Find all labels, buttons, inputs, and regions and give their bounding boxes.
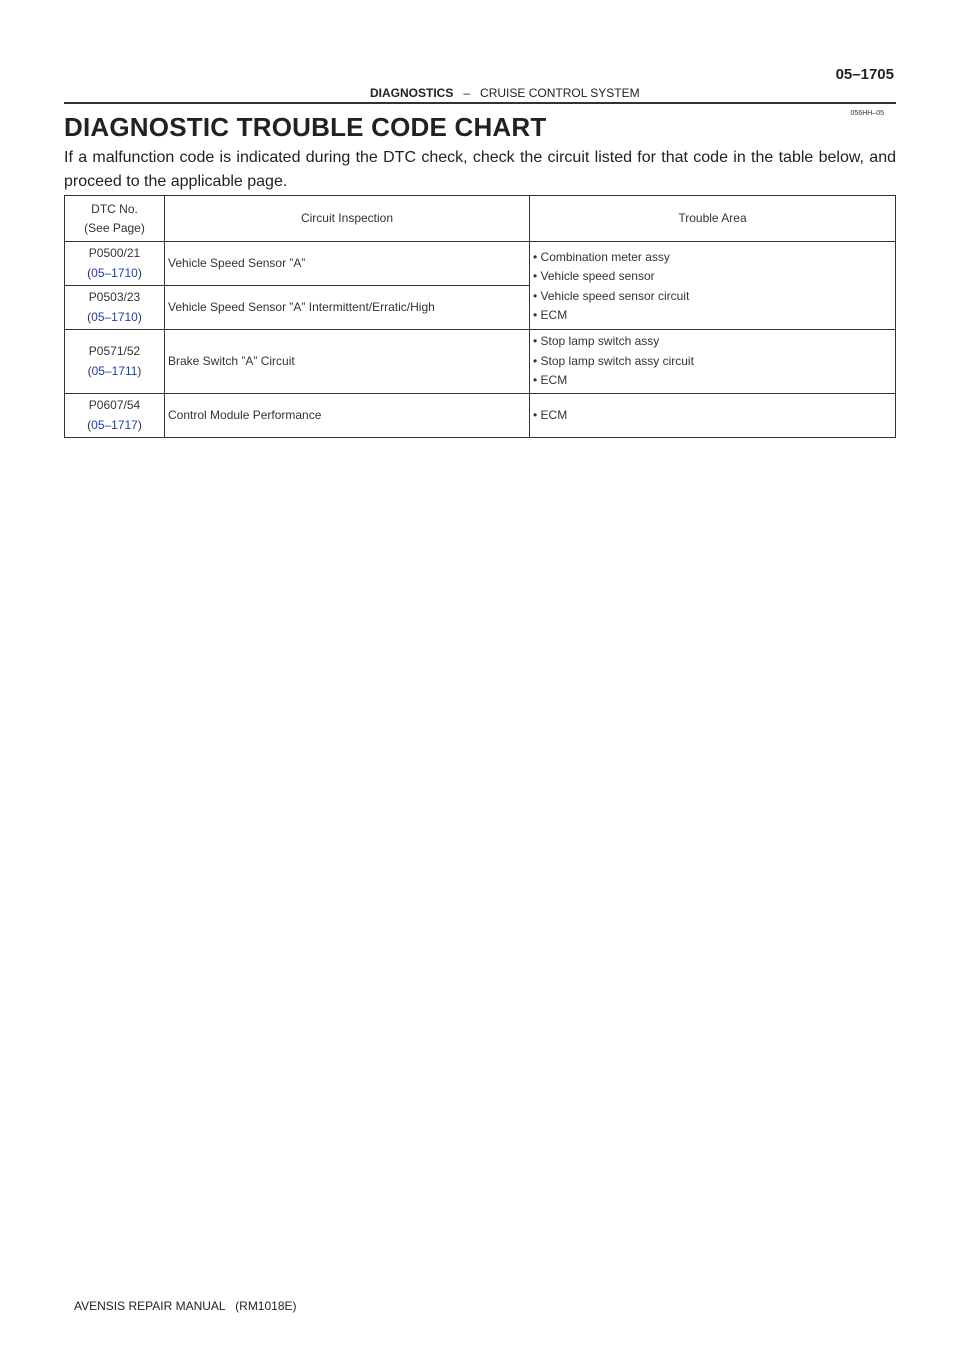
dtc-page-ref: (05–1717) [87, 417, 142, 432]
dtc-cell [65, 286, 165, 330]
header-dtc [65, 196, 165, 242]
table-row [65, 394, 896, 438]
page-link[interactable]: 05–1710 [91, 309, 138, 324]
dtc-code: P0571/52 [88, 344, 141, 358]
running-header [370, 86, 640, 100]
table-row [65, 242, 896, 286]
dtc-table [64, 195, 896, 438]
dtc-code: P0500/21 [88, 246, 141, 260]
trouble-area-cell [530, 394, 896, 438]
dtc-code: P0503/23 [88, 290, 141, 304]
trouble-item: • Stop lamp switch assy circuit [533, 353, 694, 368]
circuit-cell: Vehicle Speed Sensor ”A” Intermittent/Erratic/High [165, 286, 530, 330]
footer-text: AVENSIS REPAIR MANUAL (RM1018E) [74, 1299, 297, 1313]
header-circuit: Circuit Inspection [165, 196, 530, 242]
intro-paragraph: If a malfunction code is indicated during the DTC check, check the circuit listed for that code in the table below, and proceed to the applicable page. [64, 149, 896, 190]
page-link[interactable]: 05–1710 [91, 265, 138, 280]
trouble-item: • ECM [533, 407, 568, 422]
trouble-area-cell [530, 242, 896, 330]
dtc-cell [65, 242, 165, 286]
dtc-cell [65, 394, 165, 438]
circuit-cell: Brake Switch ”A” Circuit [165, 330, 530, 394]
trouble-item: • ECM [533, 308, 568, 322]
page-number: 05–1705 [835, 66, 894, 83]
header-separator: – [463, 86, 471, 100]
header-dtc-line2: (See Page) [84, 220, 145, 235]
dtc-cell [65, 330, 165, 394]
header-subsection: CRUISE CONTROL SYSTEM [480, 86, 640, 100]
table-header-row [65, 196, 896, 242]
dtc-page-ref: (05–1711) [87, 363, 142, 378]
page-title: DIAGNOSTIC TROUBLE CODE CHART [64, 112, 547, 142]
trouble-item: • Stop lamp switch assy [533, 334, 660, 349]
header-section: DIAGNOSTICS [370, 86, 454, 100]
dtc-page-ref: (05–1710) [87, 309, 142, 324]
trouble-item: • ECM [533, 373, 568, 388]
trouble-area-cell [530, 330, 896, 394]
trouble-item: • Vehicle speed sensor circuit [533, 288, 690, 303]
circuit-cell: Vehicle Speed Sensor ”A” [165, 242, 530, 286]
header-trouble: Trouble Area [530, 196, 896, 242]
dtc-code: P0607/54 [88, 398, 141, 412]
page-link[interactable]: 05–1717 [91, 417, 138, 432]
header-dtc-line1: DTC No. [91, 201, 138, 216]
reference-code: 056HH–05 [850, 110, 884, 117]
page-link[interactable]: 05–1711 [91, 363, 138, 378]
trouble-item: • Combination meter assy [533, 249, 670, 264]
trouble-item: • Vehicle speed sensor [533, 269, 655, 283]
dtc-page-ref: (05–1710) [87, 265, 142, 280]
table-row [65, 330, 896, 394]
circuit-cell: Control Module Performance [165, 394, 530, 438]
